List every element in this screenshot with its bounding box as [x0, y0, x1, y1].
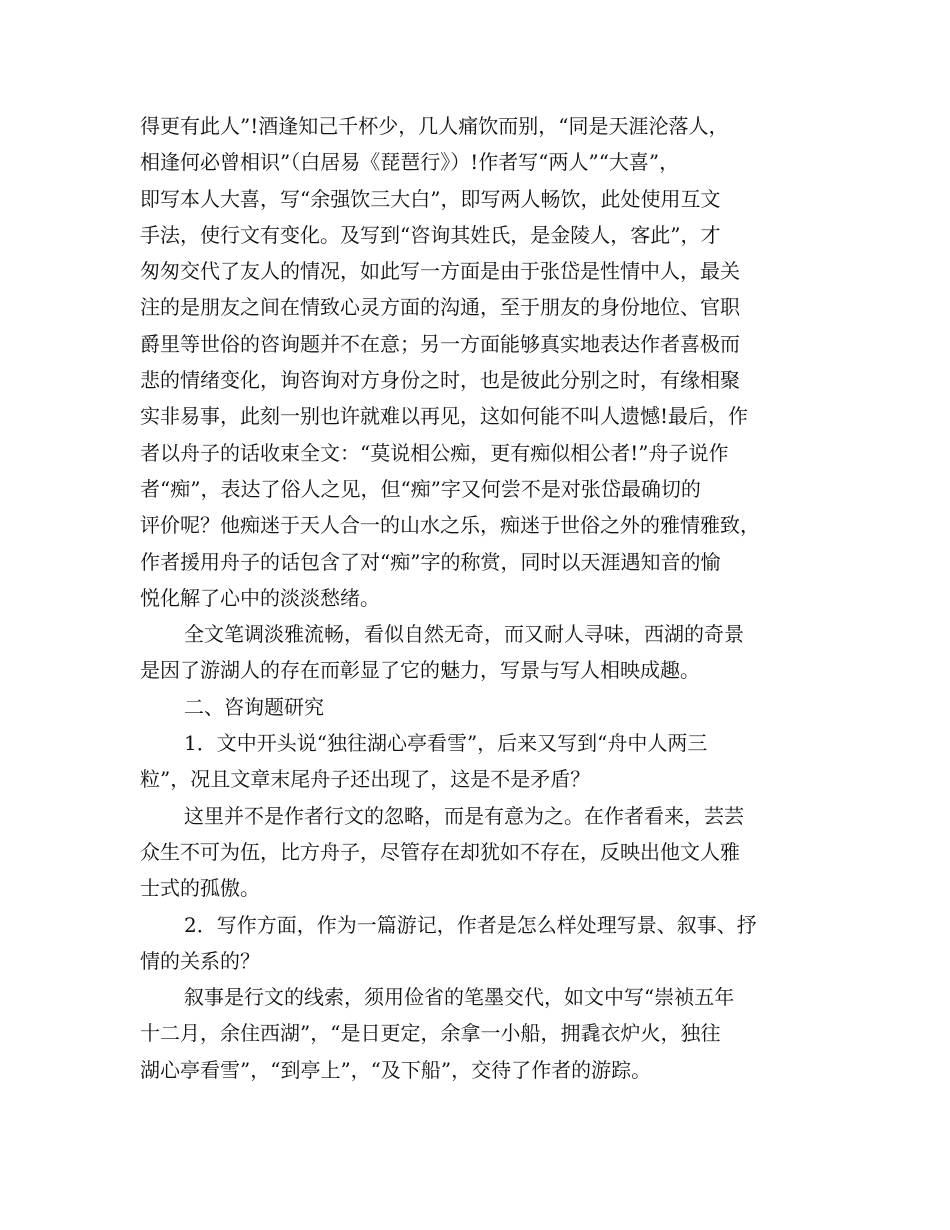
answer-line: 十二月，余住西湖”，“是日更定，余拿一小船，拥毳衣炉火，独往: [140, 1021, 721, 1046]
text-line: 作者援用舟子的话包含了对“痴”字的称赏，同时以天涯遇知音的愉: [140, 549, 721, 574]
text-line: 者以舟子的话收束全文：“莫说相公痴，更有痴似相公者!”舟子说作: [140, 440, 729, 465]
question-line: 1．文中开头说“独往湖心亭看雪”，后来又写到“舟中人两三: [184, 731, 708, 756]
text-line: 相逢何必曾相识”（白居易《琵琶行》）!作者写“两人”“大喜”，: [140, 150, 680, 175]
question-line: 粒”，况且文章末尾舟子还出现了，这是不是矛盾？: [140, 767, 591, 792]
answer-line: 湖心亭看雪”，“到亭上”，“及下船”，交待了作者的游踪。: [140, 1057, 652, 1082]
text-line: 匆匆交代了友人的情况，如此写一方面是由于张岱是性情中人，最关: [140, 259, 740, 284]
text-line: 者“痴”，表达了俗人之见，但“痴”字又何尝不是对张岱最确切的: [140, 476, 701, 501]
question-line: 2．写作方面，作为一篇游记，作者是怎么样处理写景、叙事、抒: [184, 912, 757, 937]
text-line: 即写本人大喜，写“余强饮三大白”，即写两人畅饮，此处使用互文: [140, 186, 721, 211]
section-heading: 二、咨询题研究: [184, 694, 324, 719]
text-line: 注的是朋友之间在情致心灵方面的沟通，至于朋友的身份地位、官职: [140, 295, 740, 320]
answer-line: 众生不可为伍，比方舟子，尽管存在却犹如不存在，反映出他文人雅: [140, 839, 740, 864]
text-line: 悲的情绪变化，询咨询对方身份之时，也是彼此分别之时，有缘相聚: [140, 368, 740, 393]
answer-line: 士式的孤傲。: [140, 876, 260, 901]
text-line: 手法，使行文有变化。及写到“咨询其姓氏，是金陵人，客此”，才: [140, 222, 721, 247]
text-line: 评价呢？他痴迷于天人合一的山水之乐，痴迷于世俗之外的雅情雅致，: [140, 513, 760, 538]
question-line: 情的关系的？: [140, 948, 260, 973]
text-line: 实非易事，此刻一别也许就难以再见，这如何能不叫人遗憾!最后，作: [140, 404, 749, 429]
paragraph-start-line: 全文笔调淡雅流畅，看似自然无奇，而又耐人寻味，西湖的奇景: [184, 622, 744, 647]
text-line: 悦化解了心中的淡淡愁绪。: [140, 585, 380, 610]
text-line: 得更有此人”!酒逢知己千杯少，几人痛饮而别，“同是天涯沦落人，: [140, 114, 729, 138]
answer-line: 这里并不是作者行文的忽略，而是有意为之。在作者看来，芸芸: [184, 803, 744, 828]
document-page: [140, 108, 820, 1088]
answer-line: 叙事是行文的线索，须用俭省的笔墨交代，如文中写“崇祯五年: [184, 985, 735, 1010]
text-line: 爵里等世俗的咨询题并不在意；另一方面能够真实地表达作者喜极而: [140, 331, 740, 356]
text-line: 是因了游湖人的存在而彰显了它的魅力，写景与写人相映成趣。: [140, 658, 700, 683]
